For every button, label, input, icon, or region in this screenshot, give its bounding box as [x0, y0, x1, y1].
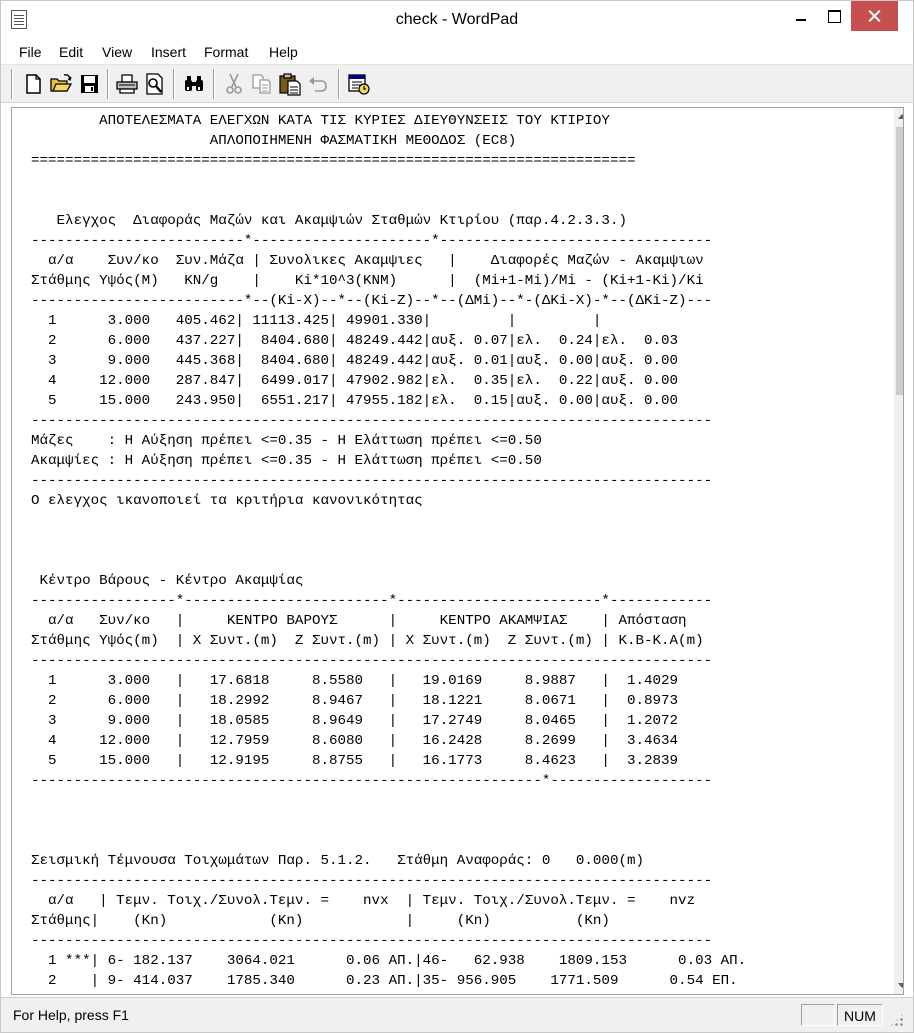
- document-line[interactable]: --------------------------------------------------------------------------------: [31, 653, 713, 669]
- minimize-button[interactable]: [783, 1, 817, 31]
- document-line[interactable]: [31, 831, 881, 851]
- document-line[interactable]: Ακαμψίες : Η Αύξηση πρέπει <=0.35 - Η Ελάττωση πρέπει <=0.50: [31, 453, 542, 469]
- document-line[interactable]: 1 ***| 6- 182.137 3064.021 0.06 ΑΠ.|46- 62.938 1809.153 0.03 ΑΠ.: [31, 953, 747, 969]
- toolbar-separator: [213, 69, 214, 99]
- document-line[interactable]: Κέντρο Βάρους - Κέντρο Ακαμψίας: [31, 573, 304, 589]
- document-line[interactable]: 5 15.000 243.950| 6551.217| 47955.182|ελ. 0.15|αυξ. 0.00|αυξ. 0.00: [31, 393, 679, 409]
- menu-insert[interactable]: Insert: [151, 44, 187, 60]
- undo-button[interactable]: [305, 71, 331, 97]
- document-line[interactable]: -----------------*------------------------*------------------------*------------: [31, 593, 713, 609]
- menu-format[interactable]: Format: [204, 44, 249, 60]
- cut-button[interactable]: [221, 71, 247, 97]
- document-line[interactable]: Σεισμική Τέμνουσα Τοιχωμάτων Παρ. 5.1.2. Στάθμη Αναφοράς: 0 0.000(m): [31, 853, 644, 869]
- window-title: check - WordPad: [395, 11, 519, 28]
- toolbar-grip: [11, 69, 12, 99]
- document-line[interactable]: Στάθμης| (Kn) (Kn) | (Kn) (Kn): [31, 913, 610, 929]
- document-line[interactable]: 5 15.000 | 12.9195 8.8755 | 16.1773 8.4623 | 3.2839: [31, 753, 679, 769]
- clipboard-paste-icon: [277, 71, 303, 97]
- print-preview-icon: [142, 71, 168, 97]
- scroll-down-arrow-icon[interactable]: [894, 977, 904, 994]
- title-bar[interactable]: [1, 1, 913, 39]
- save-disk-icon: [76, 71, 102, 97]
- document-line[interactable]: [31, 811, 881, 831]
- document-line[interactable]: 2 6.000 | 18.2992 8.9467 | 18.1221 8.0671 | 0.8973: [31, 693, 679, 709]
- document-line[interactable]: [31, 991, 881, 995]
- scroll-thumb[interactable]: [896, 127, 904, 395]
- resize-grip-icon[interactable]: [889, 1012, 905, 1028]
- toolbar-separator: [173, 69, 174, 99]
- document-line[interactable]: [31, 551, 881, 571]
- print-button[interactable]: [114, 71, 140, 97]
- document-line[interactable]: ΑΠΛΟΠΟΙΗΜΕΝΗ ΦΑΣΜΑΤΙΚΗ ΜΕΘΟΔΟΣ (EC8): [31, 133, 517, 149]
- maximize-button[interactable]: [817, 1, 851, 31]
- document-line[interactable]: 2 | 9- 414.037 1785.340 0.23 ΑΠ.|35- 956.905 1771.509 0.54 ΕΠ.: [31, 973, 738, 989]
- document-line[interactable]: [31, 511, 881, 531]
- document-line[interactable]: [31, 191, 881, 211]
- menu-file[interactable]: File: [19, 44, 42, 60]
- document-line[interactable]: --------------------------------------------------------------------------------: [31, 413, 713, 429]
- copy-button[interactable]: [249, 71, 275, 97]
- document-line[interactable]: ΑΠΟΤΕΛΕΣΜΑΤΑ ΕΛΕΓΧΩΝ ΚΑΤΑ ΤΙΣ ΚΥΡΙΕΣ ΔΙΕΥΘΥΝΣΕΙΣ ΤΟΥ ΚΤΙΡΙΟΥ: [31, 113, 610, 129]
- document-line[interactable]: Στάθμης Υψός(M) KN/g | Ki*10^3(KNM) | (Mi+1-Mi)/Mi - (Ki+1-Ki)/Ki: [31, 273, 704, 289]
- document-line[interactable]: 3 9.000 | 18.0585 8.9649 | 17.2749 8.0465 | 1.2072: [31, 713, 679, 729]
- print-preview-button[interactable]: [142, 71, 168, 97]
- paste-button[interactable]: [277, 71, 303, 97]
- find-button[interactable]: [181, 71, 207, 97]
- document-line[interactable]: Στάθμης Υψός(m) | X Συντ.(m) Z Συντ.(m) | X Συντ.(m) Z Συντ.(m) | Κ.Β-Κ.Α(m): [31, 633, 704, 649]
- document-line[interactable]: α/α | Τεμν. Τοιχ./Συνολ.Τεμν. = nvx | Τεμν. Τοιχ./Συνολ.Τεμν. = nvz: [31, 893, 696, 909]
- document-line[interactable]: Ελεγχος Διαφοράς Μαζών και Ακαμψιών Σταθμών Κτιρίου (παρ.4.2.3.3.): [31, 213, 627, 229]
- document-line[interactable]: 3 9.000 445.368| 8404.680| 48249.442|αυξ. 0.01|αυξ. 0.00|αυξ. 0.00: [31, 353, 679, 369]
- open-button[interactable]: [48, 71, 74, 97]
- num-lock-indicator: NUM: [844, 1008, 876, 1024]
- binoculars-icon: [181, 71, 207, 97]
- document-line[interactable]: 4 12.000 287.847| 6499.017| 47902.982|ελ. 0.35|ελ. 0.22|αυξ. 0.00: [31, 373, 679, 389]
- printer-icon: [114, 71, 140, 97]
- toolbar: [1, 65, 913, 103]
- menu-bar: [1, 39, 913, 65]
- document-line[interactable]: 1 3.000 405.462| 11113.425| 49901.330| | |: [31, 313, 602, 329]
- document-line[interactable]: --------------------------------------------------------------------------------: [31, 933, 713, 949]
- document-line[interactable]: [31, 171, 881, 191]
- document-line[interactable]: 2 6.000 437.227| 8404.680| 48249.442|αυξ. 0.07|ελ. 0.24|ελ. 0.03: [31, 333, 679, 349]
- document-area[interactable]: [11, 107, 904, 995]
- status-pane-num: [837, 1004, 883, 1026]
- document-line[interactable]: -------------------------*--(Ki-X)--*--(Ki-Z)--*--(ΔMi)--*-(ΔKi-X)-*--(ΔKi-Z)---: [31, 293, 713, 309]
- document-line[interactable]: =======================================================================: [31, 153, 636, 169]
- vertical-scrollbar[interactable]: [894, 108, 904, 994]
- new-document-icon: [20, 71, 46, 97]
- document-line[interactable]: --------------------------------------------------------------------------------: [31, 873, 713, 889]
- document-line[interactable]: α/α Συν/κο Συν.Μάζα | Συνολικες Ακαμψιες | Διαφορές Μαζών - Ακαμψιων: [31, 253, 704, 269]
- calendar-clock-icon: [346, 71, 372, 97]
- menu-view[interactable]: View: [102, 44, 133, 60]
- new-document-button[interactable]: [20, 71, 46, 97]
- undo-arrow-icon: [305, 71, 331, 97]
- open-folder-icon: [48, 71, 74, 97]
- insert-date-time-button[interactable]: [346, 71, 372, 97]
- scissors-icon: [221, 71, 247, 97]
- toolbar-separator: [107, 69, 108, 99]
- status-help-text: For Help, press F1: [13, 1007, 129, 1023]
- copy-icon: [249, 71, 275, 97]
- save-button[interactable]: [76, 71, 102, 97]
- close-button[interactable]: [851, 1, 898, 31]
- document-line[interactable]: [31, 791, 881, 811]
- menu-help[interactable]: Help: [269, 44, 298, 60]
- document-line[interactable]: -------------------------*---------------------*--------------------------------: [31, 233, 713, 249]
- document-line[interactable]: ------------------------------------------------------------*-------------------: [31, 773, 713, 789]
- document-line[interactable]: Μάζες : Η Αύξηση πρέπει <=0.35 - Η Ελάττωση πρέπει <=0.50: [31, 433, 542, 449]
- document-line[interactable]: 4 12.000 | 12.7959 8.6080 | 16.2428 8.2699 | 3.4634: [31, 733, 679, 749]
- document-line[interactable]: --------------------------------------------------------------------------------: [31, 473, 713, 489]
- status-bar: [1, 997, 913, 1032]
- menu-edit[interactable]: Edit: [59, 44, 84, 60]
- status-pane-empty: [801, 1004, 835, 1026]
- toolbar-separator: [338, 69, 339, 99]
- document-line[interactable]: 1 3.000 | 17.6818 8.5580 | 19.0169 8.9887 | 1.4029: [31, 673, 679, 689]
- scroll-up-arrow-icon[interactable]: [894, 108, 904, 125]
- document-line[interactable]: [31, 531, 881, 551]
- document-text[interactable]: [31, 111, 881, 995]
- document-line[interactable]: α/α Συν/κο | ΚΕΝΤΡΟ ΒΑΡΟΥΣ | ΚΕΝΤΡΟ ΑΚΑΜΨΙΑΣ | Απόσταση: [31, 613, 687, 629]
- document-line[interactable]: Ο ελεγχος ικανοποιεί τα κριτήρια κανονικότητας: [31, 493, 423, 509]
